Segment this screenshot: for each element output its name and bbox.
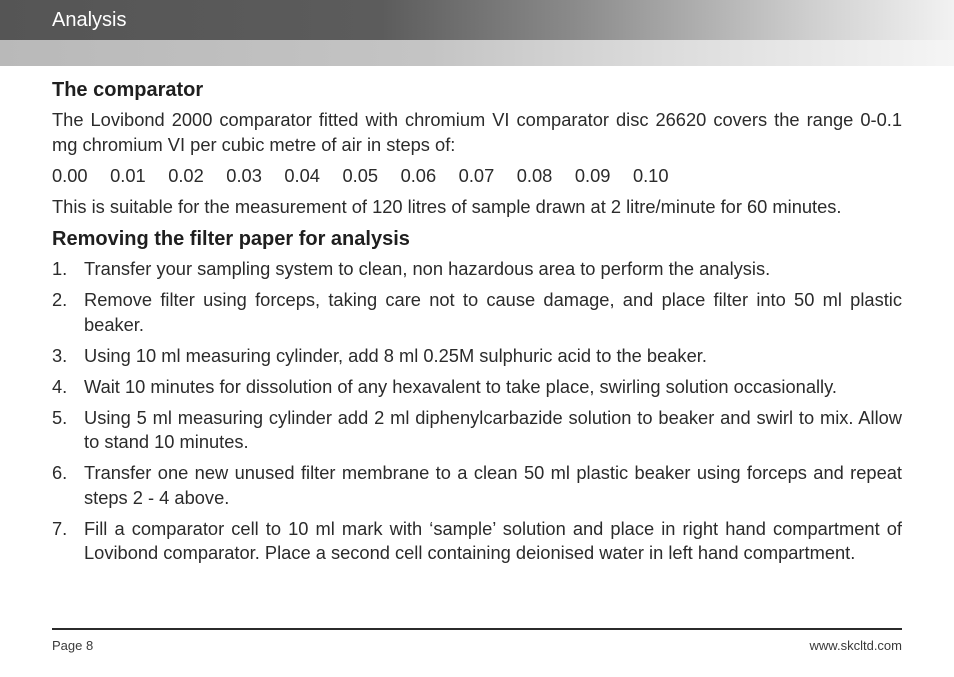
- list-item: [52, 406, 902, 455]
- step-value: 0.08: [516, 165, 553, 186]
- list-item-text: Transfer your sampling system to clean, non hazardous area to perform the analysis.: [84, 258, 771, 279]
- list-item: [52, 375, 902, 400]
- footer-rule: [52, 628, 902, 630]
- step-value: 0.04: [284, 165, 320, 186]
- main-content: [52, 78, 902, 572]
- comparator-intro: The Lovibond 2000 comparator fitted with chromium VI comparator disc 26620 covers the range 0-0.1 mg chromium VI per cubic metre of air in steps of:: [52, 109, 902, 155]
- list-item-number: 2.: [52, 289, 68, 310]
- list-item-text: Transfer one new unused filter membrane to a clean 50 ml plastic beaker using forceps and repeat steps 2 - 4 above.: [84, 462, 902, 508]
- list-item-number: 6.: [52, 462, 68, 483]
- step-value: 0.05: [342, 165, 379, 186]
- section-heading-removing-filter: Removing the filter paper for analysis: [52, 228, 410, 250]
- header-title: Analysis: [52, 9, 127, 31]
- step-value: 0.07: [458, 165, 495, 186]
- list-item-number: 5.: [52, 406, 68, 428]
- list-item: [52, 257, 902, 282]
- list-item: [52, 344, 902, 369]
- step-value: 0.02: [168, 165, 204, 186]
- step-value: 0.09: [574, 165, 611, 186]
- list-item-text: Wait 10 minutes for dissolution of any hexavalent to take place, swirling solution occasionally.: [84, 375, 837, 397]
- step-value: 0.06: [400, 165, 437, 186]
- page-number: Page 8: [52, 638, 94, 653]
- step-value: 0.01: [110, 165, 146, 186]
- step-value: 0.10: [632, 165, 669, 186]
- header-sub-band: [0, 40, 954, 66]
- list-item-text: Fill a comparator cell to 10 ml mark with ‘sample’ solution and place in right hand compartment of Lovibond comparator. Place a second cell containing deionised water in left hand compartment.: [84, 517, 902, 563]
- list-item-number: 1.: [52, 258, 68, 279]
- list-item-number: 3.: [52, 344, 68, 366]
- section-heading-comparator: The comparator: [52, 79, 204, 101]
- list-item: [52, 461, 902, 510]
- list-item-number: 4.: [52, 375, 68, 397]
- procedure-list: [52, 257, 902, 566]
- list-item-text: Remove filter using forceps, taking care not to cause damage, and place filter into 50 ml plastic beaker.: [84, 289, 902, 335]
- list-item-text: Using 10 ml measuring cylinder, add 8 ml 0.25M sulphuric acid to the beaker.: [84, 344, 707, 366]
- step-value: 0.03: [226, 165, 262, 186]
- step-value: 0.00: [52, 165, 88, 186]
- concentration-steps: [52, 164, 902, 189]
- website-link[interactable]: www.skcltd.com: [809, 638, 902, 653]
- suitability-note: This is suitable for the measurement of 120 litres of sample drawn at 2 litre/minute for 60 minutes.: [52, 195, 842, 217]
- list-item-text: Using 5 ml measuring cylinder add 2 ml diphenylcarbazide solution to beaker and swirl to mix. Allow to stand 10 minutes.: [84, 406, 902, 452]
- list-item: [52, 517, 902, 566]
- header-band: [0, 0, 954, 40]
- list-item: [52, 288, 902, 337]
- list-item-number: 7.: [52, 517, 68, 539]
